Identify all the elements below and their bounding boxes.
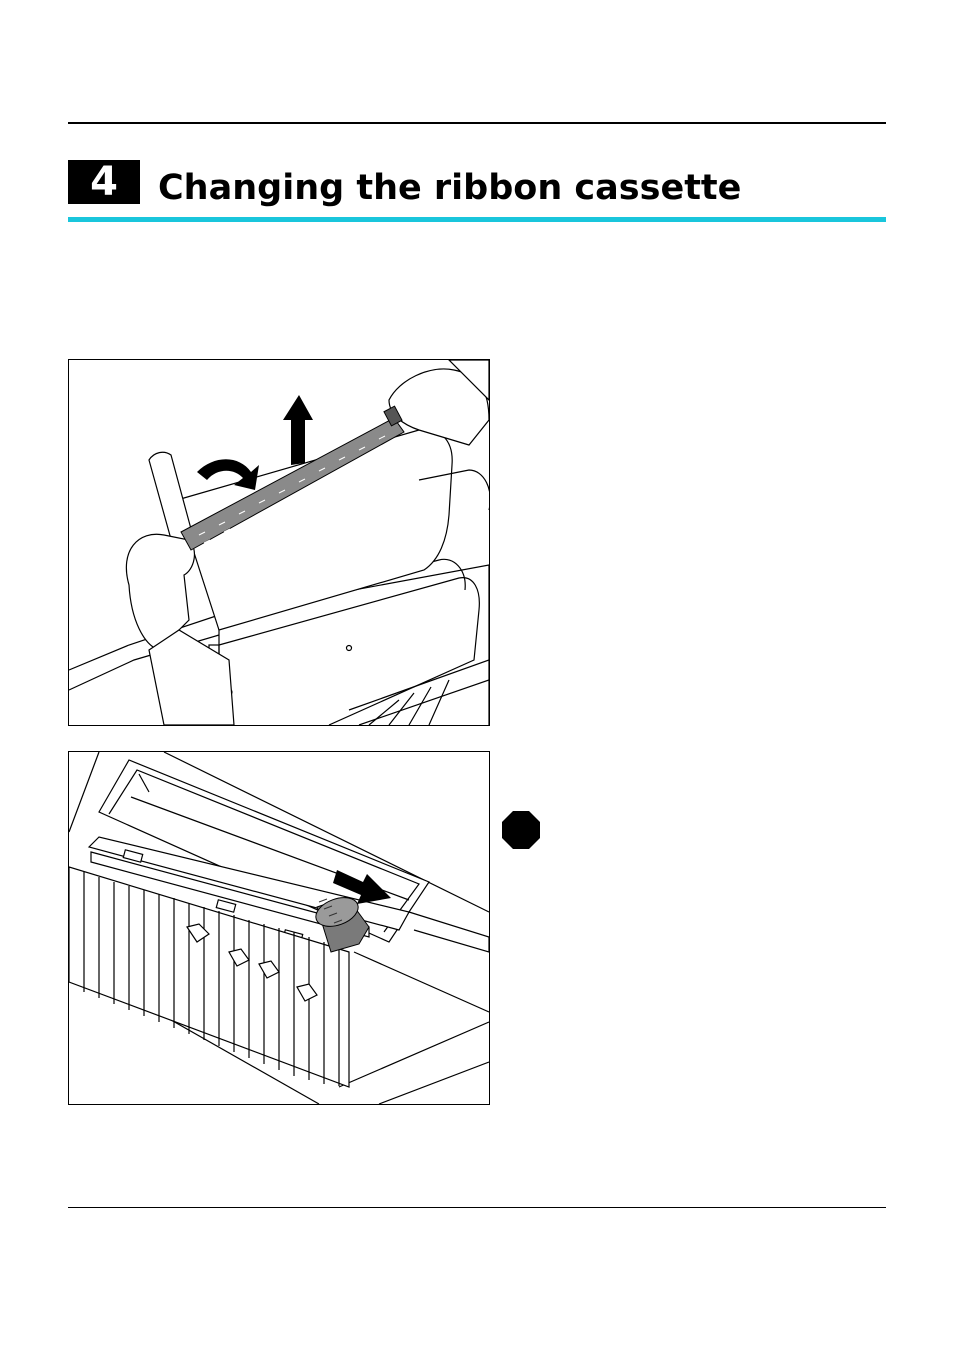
illustration-print-head bbox=[69, 752, 489, 1104]
stop-octagon-icon bbox=[502, 811, 540, 849]
illustration-remove-ribbon bbox=[69, 360, 489, 725]
figure-remove-ribbon bbox=[68, 359, 490, 726]
chapter-title: Changing the ribbon cassette bbox=[158, 168, 742, 208]
arrow-up-icon bbox=[283, 395, 313, 465]
chapter-number: 4 bbox=[90, 159, 118, 205]
footer-rule bbox=[68, 1207, 886, 1208]
figure-print-head-carriage bbox=[68, 751, 490, 1105]
chapter-number-badge bbox=[68, 160, 140, 204]
header-rule bbox=[68, 122, 886, 124]
title-underline bbox=[68, 217, 886, 222]
